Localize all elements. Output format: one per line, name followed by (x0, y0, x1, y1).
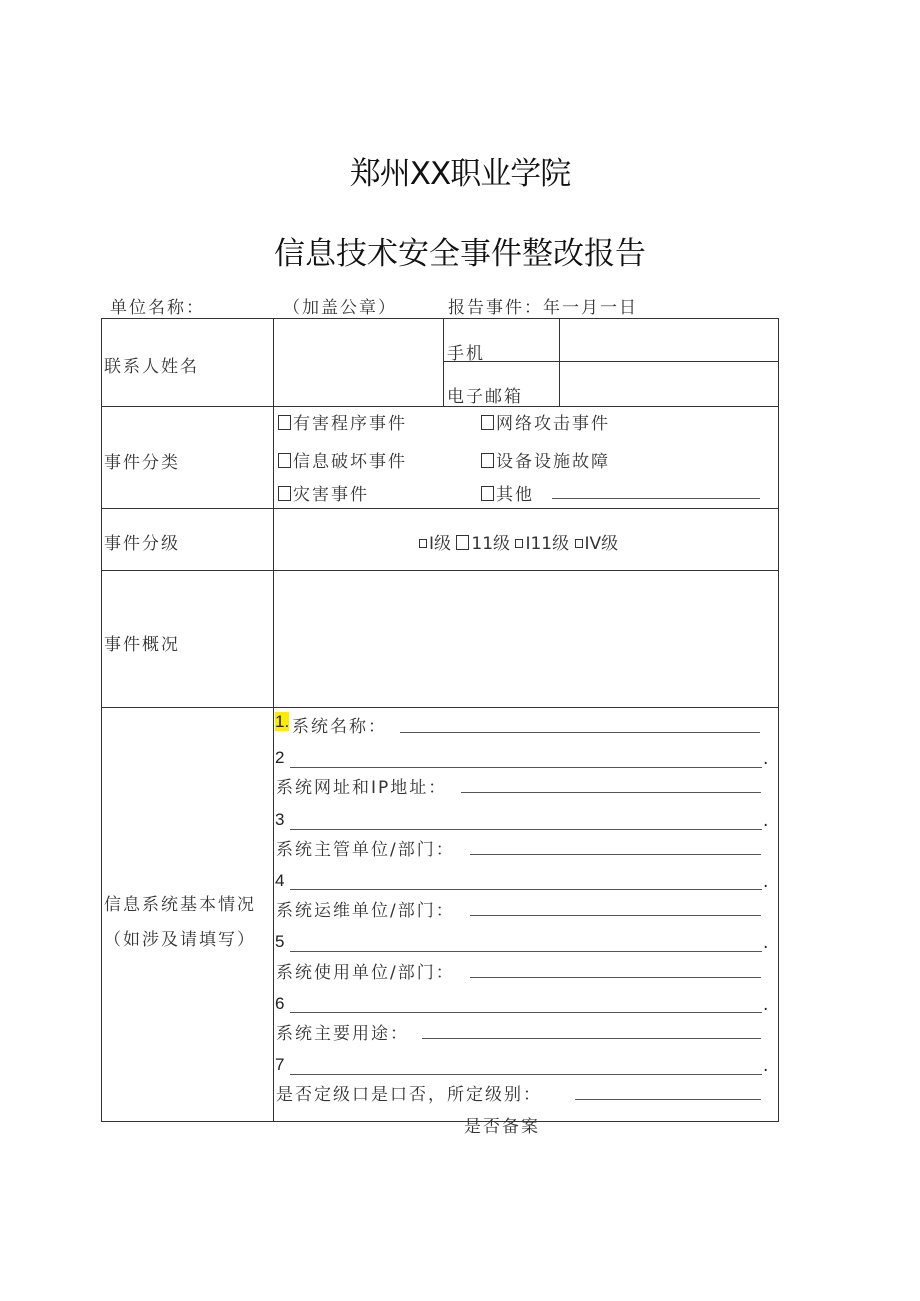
category-option-malware[interactable]: 有害程序事件 (278, 409, 407, 434)
grade-option-3[interactable]: I11级 (515, 534, 569, 554)
system-owner-field[interactable] (470, 854, 761, 855)
system-ops-field[interactable] (470, 915, 761, 916)
item-underline (290, 829, 762, 830)
system-name-label: 系统名称： (292, 717, 387, 737)
item-number: 2 (275, 748, 285, 767)
checkbox-icon (481, 415, 494, 430)
period-mark: . (763, 995, 769, 1015)
phone-field[interactable] (561, 320, 777, 360)
grade-options (419, 529, 618, 554)
system-ops-label: 系统运维单位/部门： (276, 901, 455, 921)
category-option-other[interactable]: 其他 (481, 480, 534, 505)
item-number: 7 (275, 1055, 285, 1074)
document-title: 郑州XX职业学院 (349, 156, 571, 192)
category-option-network-attack[interactable]: 网络攻击事件 (481, 409, 610, 434)
system-label-line1: 信息系统基本情况 (104, 895, 256, 915)
phone-label: 手机 (447, 344, 485, 364)
report-date-label: 报告事件：年一月一日 (448, 298, 638, 318)
category-option-equipment-fault[interactable]: 设备设施故障 (481, 447, 610, 472)
overview-label: 事件概况 (104, 635, 180, 655)
system-purpose-field[interactable] (422, 1038, 761, 1039)
system-user-field[interactable] (470, 977, 761, 978)
system-name-field[interactable] (400, 732, 760, 733)
grade-label: 事件分级 (104, 534, 180, 554)
checkbox-icon (419, 539, 427, 548)
overview-field[interactable] (275, 572, 777, 706)
category-option-info-damage[interactable]: 信息破坏事件 (278, 447, 407, 472)
system-purpose-label: 系统主要用途： (276, 1024, 409, 1044)
email-field[interactable] (561, 363, 777, 405)
category-label: 事件分类 (104, 453, 180, 473)
checkbox-icon (515, 539, 523, 548)
item-underline (290, 1074, 762, 1075)
system-owner-label: 系统主管单位/部门： (276, 840, 455, 860)
checkbox-icon (278, 415, 291, 430)
contact-name-label: 联系人姓名 (104, 357, 199, 377)
checkbox-icon (481, 486, 494, 501)
period-mark: . (763, 749, 769, 769)
period-mark: . (763, 1056, 769, 1076)
seal-label: （加盖公章） (283, 298, 397, 318)
system-user-label: 系统使用单位/部门： (276, 963, 455, 983)
period-mark: . (763, 811, 769, 831)
item-number: 4 (275, 871, 285, 890)
item-number: 6 (275, 994, 285, 1013)
checkbox-icon (456, 535, 469, 550)
period-mark: . (763, 872, 769, 892)
period-mark: . (763, 933, 769, 953)
system-grading-label: 是否定级口是口否，所定级别： (276, 1085, 542, 1105)
category-option-disaster[interactable]: 灾害事件 (278, 480, 369, 505)
checkbox-icon (278, 453, 291, 468)
item-underline (290, 767, 762, 768)
item-number: 3 (275, 810, 285, 829)
system-url-label: 系统网址和IP地址： (276, 778, 448, 798)
item-number: 5 (275, 932, 285, 951)
contact-name-field[interactable] (275, 320, 442, 405)
item-number: 1. (275, 712, 290, 731)
checkbox-icon (481, 453, 494, 468)
email-label: 电子邮箱 (447, 387, 523, 407)
checkbox-icon (278, 486, 291, 501)
system-grading-field[interactable] (575, 1099, 761, 1100)
system-label-line2: （如涉及请填写） (104, 930, 256, 950)
checkbox-icon (575, 539, 583, 548)
grade-option-1[interactable]: I级 (419, 534, 451, 554)
grade-option-2[interactable]: 11级 (456, 534, 510, 554)
item-underline (290, 889, 762, 890)
grade-option-4[interactable]: IV级 (575, 534, 619, 554)
item-underline (290, 951, 762, 952)
filing-label: 是否备案 (464, 1117, 540, 1137)
other-underline[interactable] (552, 498, 760, 499)
cut-off-row (274, 1108, 774, 1137)
system-url-field[interactable] (461, 792, 761, 793)
unit-name-label: 单位名称： (110, 298, 205, 318)
document-subtitle: 信息技术安全事件整改报告 (274, 236, 646, 272)
item-underline (290, 1012, 762, 1013)
